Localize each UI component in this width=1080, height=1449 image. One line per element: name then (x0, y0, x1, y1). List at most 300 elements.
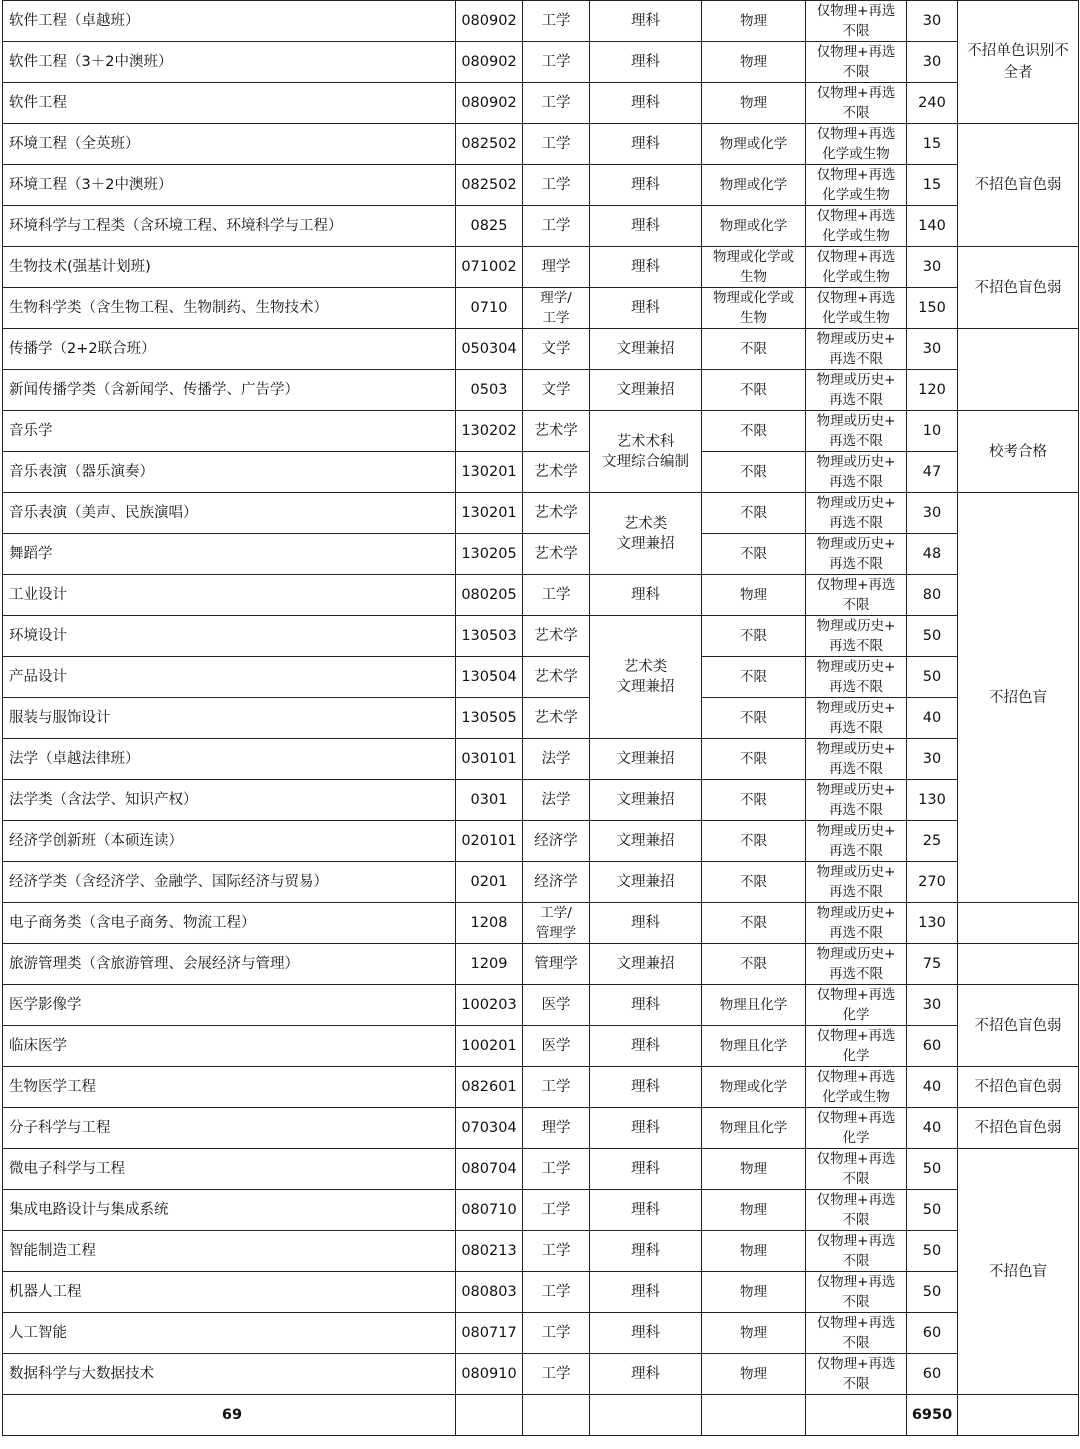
second-subject-line: 物理或历史+ (816, 659, 896, 675)
text-line: 不招单色识别不 (967, 43, 1069, 59)
second-subject-line: 仅物理+再选 (816, 85, 896, 101)
note-cell: 不招色盲色弱 (958, 124, 1079, 247)
major-code-cell: 130202 (456, 411, 523, 452)
second-subject-line: 物理或历史+ (816, 700, 896, 716)
first-subject-cell: 物理 (702, 575, 806, 616)
category-cell: 经济学 (523, 862, 590, 903)
second-subject-line: 再选不限 (829, 679, 883, 695)
second-subject-line: 仅物理+再选 (816, 1151, 896, 1167)
major-name-cell: 环境工程（全英班） (3, 124, 456, 165)
category-cell: 工学 (523, 1, 590, 42)
plan-count-cell: 140 (907, 206, 958, 247)
plan-count-cell: 60 (907, 1354, 958, 1395)
category-cell: 医学 (523, 985, 590, 1026)
first-subject-cell: 物理且化学 (702, 985, 806, 1026)
empty-cell (958, 1395, 1079, 1436)
note-cell: 不招色盲色弱 (958, 985, 1079, 1067)
total-plan-cell: 6950 (907, 1395, 958, 1436)
plan-count-cell: 240 (907, 83, 958, 124)
major-name-cell: 新闻传播学类（含新闻学、传播学、广告学） (3, 370, 456, 411)
second-subject-line: 物理或历史+ (816, 495, 896, 511)
table-row (3, 1231, 1079, 1272)
first-subject-cell: 不限 (702, 329, 806, 370)
table-row (3, 1108, 1079, 1149)
plan-count-cell: 47 (907, 452, 958, 493)
second-subject-line: 不限 (842, 105, 870, 121)
first-subject-cell (702, 247, 806, 288)
major-code-cell: 0503 (456, 370, 523, 411)
major-name-cell: 软件工程（3＋2中澳班） (3, 42, 456, 83)
major-code-cell: 080803 (456, 1272, 523, 1313)
second-subject-line: 再选不限 (829, 638, 883, 654)
subject-type-cell: 文理兼招 (590, 739, 702, 780)
second-subject-line: 仅物理+再选 (816, 1356, 896, 1372)
second-subject-line: 仅物理+再选 (816, 1192, 896, 1208)
table-row (3, 1067, 1079, 1108)
subject-type-cell: 理科 (590, 1067, 702, 1108)
second-subject-line: 不限 (842, 23, 870, 39)
second-subject-line: 化学或生物 (822, 1089, 890, 1105)
major-name-cell: 临床医学 (3, 1026, 456, 1067)
second-subject-line: 再选不限 (829, 802, 883, 818)
table-row (3, 493, 1079, 534)
second-subject-line: 仅物理+再选 (816, 1028, 896, 1044)
major-code-cell: 030101 (456, 739, 523, 780)
empty-cell (806, 1395, 907, 1436)
second-subject-line: 不限 (842, 1335, 870, 1351)
table-row (3, 1354, 1079, 1395)
first-subject-cell: 不限 (702, 821, 806, 862)
category-cell: 工学 (523, 1272, 590, 1313)
major-code-cell: 071002 (456, 247, 523, 288)
first-subject-cell: 物理 (702, 1313, 806, 1354)
major-code-cell: 130505 (456, 698, 523, 739)
empty-cell (523, 1395, 590, 1436)
category-cell: 工学 (523, 1231, 590, 1272)
empty-cell (590, 1395, 702, 1436)
major-code-cell: 130201 (456, 493, 523, 534)
major-code-cell: 050304 (456, 329, 523, 370)
second-subject-line: 物理或历史+ (816, 864, 896, 880)
second-subject-line: 仅物理+再选 (816, 577, 896, 593)
text-line: 艺术类 (623, 659, 668, 675)
category-cell: 工学 (523, 1313, 590, 1354)
first-subject-cell: 物理或化学 (702, 206, 806, 247)
second-subject-cell (806, 1354, 907, 1395)
category-cell: 艺术学 (523, 698, 590, 739)
table-row (3, 698, 1079, 739)
total-row (3, 1395, 1079, 1436)
major-name-cell: 服装与服饰设计 (3, 698, 456, 739)
first-subject-cell: 物理 (702, 1231, 806, 1272)
note-cell: 不招色盲色弱 (958, 247, 1079, 329)
second-subject-cell (806, 575, 907, 616)
second-subject-line: 化学 (842, 1130, 870, 1146)
subject-type-cell: 理科 (590, 1272, 702, 1313)
second-subject-cell (806, 616, 907, 657)
plan-count-cell: 48 (907, 534, 958, 575)
first-subject-cell: 物理或化学 (702, 1067, 806, 1108)
second-subject-cell (806, 780, 907, 821)
second-subject-line: 化学或生物 (822, 228, 890, 244)
category-cell: 法学 (523, 780, 590, 821)
category-cell (523, 288, 590, 329)
first-subject-cell: 不限 (702, 534, 806, 575)
table-row (3, 288, 1079, 329)
note-cell (958, 944, 1079, 985)
second-subject-cell (806, 83, 907, 124)
major-code-cell: 080902 (456, 83, 523, 124)
second-subject-line: 物理或历史+ (816, 413, 896, 429)
subject-type-cell: 文理兼招 (590, 329, 702, 370)
major-code-cell: 080213 (456, 1231, 523, 1272)
second-subject-line: 物理或历史+ (816, 372, 896, 388)
category-cell: 艺术学 (523, 534, 590, 575)
text-line: 全者 (1003, 65, 1033, 81)
major-code-cell: 080910 (456, 1354, 523, 1395)
second-subject-line: 再选不限 (829, 966, 883, 982)
second-subject-line: 不限 (842, 597, 870, 613)
major-name-cell: 智能制造工程 (3, 1231, 456, 1272)
category-cell: 工学 (523, 165, 590, 206)
first-subject-cell: 物理 (702, 1149, 806, 1190)
plan-count-cell: 60 (907, 1026, 958, 1067)
second-subject-cell (806, 1231, 907, 1272)
major-name-cell: 舞蹈学 (3, 534, 456, 575)
first-subject-cell: 物理 (702, 83, 806, 124)
text-line: 文理综合编制 (602, 453, 689, 470)
first-subject-cell: 不限 (702, 944, 806, 985)
table-row (3, 944, 1079, 985)
second-subject-line: 物理或历史+ (816, 536, 896, 552)
major-name-cell: 工业设计 (3, 575, 456, 616)
second-subject-line: 再选不限 (829, 843, 883, 859)
major-code-cell: 082502 (456, 165, 523, 206)
table-row (3, 83, 1079, 124)
plan-count-cell: 60 (907, 1313, 958, 1354)
subject-type-cell: 理科 (590, 1149, 702, 1190)
major-code-cell: 0710 (456, 288, 523, 329)
table-row (3, 780, 1079, 821)
table-row (3, 452, 1079, 493)
category-cell: 文学 (523, 370, 590, 411)
second-subject-cell (806, 452, 907, 493)
second-subject-line: 物理或历史+ (816, 782, 896, 798)
major-name-cell: 环境工程（3＋2中澳班） (3, 165, 456, 206)
text-line: 理学/ (540, 290, 572, 306)
second-subject-cell (806, 1313, 907, 1354)
plan-count-cell: 30 (907, 42, 958, 83)
category-cell: 经济学 (523, 821, 590, 862)
major-name-cell: 软件工程 (3, 83, 456, 124)
table-row (3, 329, 1079, 370)
subject-type-cell: 理科 (590, 288, 702, 329)
second-subject-cell (806, 534, 907, 575)
category-cell (523, 903, 590, 944)
second-subject-cell (806, 1272, 907, 1313)
major-code-cell: 070304 (456, 1108, 523, 1149)
category-cell: 理学 (523, 247, 590, 288)
category-cell: 管理学 (523, 944, 590, 985)
second-subject-line: 仅物理+再选 (816, 1274, 896, 1290)
plan-count-cell: 75 (907, 944, 958, 985)
note-cell: 不招色盲色弱 (958, 1108, 1079, 1149)
text-line: 生物 (740, 269, 767, 285)
second-subject-line: 物理或历史+ (816, 331, 896, 347)
plan-count-cell: 130 (907, 780, 958, 821)
major-code-cell: 100203 (456, 985, 523, 1026)
plan-count-cell: 50 (907, 657, 958, 698)
major-name-cell: 医学影像学 (3, 985, 456, 1026)
subject-type-cell: 理科 (590, 124, 702, 165)
subject-type-cell: 文理兼招 (590, 780, 702, 821)
second-subject-cell (806, 739, 907, 780)
table-row (3, 616, 1079, 657)
category-cell: 法学 (523, 739, 590, 780)
table-row (3, 411, 1079, 452)
major-name-cell: 音乐表演（美声、民族演唱） (3, 493, 456, 534)
subject-type-cell: 理科 (590, 83, 702, 124)
table-row (3, 124, 1079, 165)
category-cell: 工学 (523, 124, 590, 165)
category-cell: 艺术学 (523, 411, 590, 452)
second-subject-cell (806, 247, 907, 288)
second-subject-line: 化学或生物 (822, 187, 890, 203)
note-cell: 不招色盲色弱 (958, 1067, 1079, 1108)
table-row (3, 247, 1079, 288)
second-subject-cell (806, 329, 907, 370)
table-row (3, 42, 1079, 83)
second-subject-line: 化学 (842, 1048, 870, 1064)
note-cell: 校考合格 (958, 411, 1079, 493)
second-subject-cell (806, 1, 907, 42)
category-cell: 工学 (523, 83, 590, 124)
major-name-cell: 机器人工程 (3, 1272, 456, 1313)
major-name-cell: 生物医学工程 (3, 1067, 456, 1108)
table-row (3, 903, 1079, 944)
subject-type-cell: 理科 (590, 1313, 702, 1354)
plan-count-cell: 10 (907, 411, 958, 452)
subject-type-cell: 理科 (590, 575, 702, 616)
second-subject-cell (806, 821, 907, 862)
plan-count-cell: 50 (907, 1272, 958, 1313)
table-row (3, 370, 1079, 411)
major-code-cell: 0825 (456, 206, 523, 247)
first-subject-cell: 不限 (702, 657, 806, 698)
subject-type-cell: 文理兼招 (590, 821, 702, 862)
subject-type-cell (590, 493, 702, 575)
table-row (3, 165, 1079, 206)
major-name-cell: 经济学创新班（本硕连读） (3, 821, 456, 862)
major-name-cell: 电子商务类（含电子商务、物流工程） (3, 903, 456, 944)
major-name-cell: 生物技术(强基计划班) (3, 247, 456, 288)
major-code-cell: 080902 (456, 1, 523, 42)
second-subject-line: 不限 (842, 1171, 870, 1187)
second-subject-line: 物理或历史+ (816, 905, 896, 921)
note-cell (958, 329, 1079, 411)
first-subject-cell: 不限 (702, 452, 806, 493)
second-subject-cell (806, 1149, 907, 1190)
note-cell: 不招色盲 (958, 493, 1079, 903)
major-name-cell: 环境设计 (3, 616, 456, 657)
second-subject-cell (806, 944, 907, 985)
text-line: 工学 (542, 310, 570, 326)
second-subject-line: 仅物理+再选 (816, 1069, 896, 1085)
text-line: 管理学 (535, 925, 577, 941)
major-name-cell: 环境科学与工程类（含环境工程、环境科学与工程） (3, 206, 456, 247)
first-subject-cell: 物理或化学 (702, 124, 806, 165)
second-subject-line: 仅物理+再选 (816, 1233, 896, 1249)
first-subject-cell: 物理 (702, 42, 806, 83)
enrollment-table (2, 0, 1079, 1436)
first-subject-cell: 不限 (702, 862, 806, 903)
second-subject-line: 仅物理+再选 (816, 208, 896, 224)
second-subject-line: 仅物理+再选 (816, 249, 896, 265)
plan-count-cell: 30 (907, 247, 958, 288)
table-row (3, 206, 1079, 247)
category-cell: 医学 (523, 1026, 590, 1067)
first-subject-cell: 物理 (702, 1190, 806, 1231)
text-line: 物理或化学或 (713, 290, 794, 306)
second-subject-line: 物理或历史+ (816, 946, 896, 962)
major-code-cell: 0201 (456, 862, 523, 903)
second-subject-line: 物理或历史+ (816, 823, 896, 839)
plan-count-cell: 25 (907, 821, 958, 862)
first-subject-cell: 不限 (702, 739, 806, 780)
plan-count-cell: 50 (907, 1190, 958, 1231)
subject-type-cell: 理科 (590, 903, 702, 944)
second-subject-line: 不限 (842, 64, 870, 80)
text-line: 艺术类 (623, 515, 668, 532)
table-row (3, 1, 1079, 42)
second-subject-cell (806, 1108, 907, 1149)
second-subject-cell (806, 165, 907, 206)
plan-count-cell: 40 (907, 698, 958, 739)
table-row (3, 985, 1079, 1026)
first-subject-cell (702, 288, 806, 329)
first-subject-cell: 物理 (702, 1, 806, 42)
second-subject-line: 仅物理+再选 (816, 1315, 896, 1331)
subject-type-cell: 理科 (590, 985, 702, 1026)
second-subject-cell (806, 42, 907, 83)
plan-count-cell: 30 (907, 329, 958, 370)
second-subject-cell (806, 1026, 907, 1067)
major-code-cell: 130504 (456, 657, 523, 698)
plan-count-cell: 270 (907, 862, 958, 903)
table-row (3, 739, 1079, 780)
plan-count-cell: 80 (907, 575, 958, 616)
major-name-cell: 分子科学与工程 (3, 1108, 456, 1149)
plan-count-cell: 30 (907, 985, 958, 1026)
subject-type-cell: 文理兼招 (590, 862, 702, 903)
plan-count-cell: 30 (907, 493, 958, 534)
second-subject-cell (806, 206, 907, 247)
major-code-cell: 080902 (456, 42, 523, 83)
major-code-cell: 080704 (456, 1149, 523, 1190)
second-subject-line: 化学或生物 (822, 269, 890, 285)
major-code-cell: 130205 (456, 534, 523, 575)
category-cell: 艺术学 (523, 493, 590, 534)
major-name-cell: 音乐学 (3, 411, 456, 452)
category-cell: 工学 (523, 1354, 590, 1395)
total-count-cell: 69 (3, 1395, 456, 1436)
second-subject-line: 再选不限 (829, 884, 883, 900)
first-subject-cell: 物理或化学 (702, 165, 806, 206)
major-code-cell: 080710 (456, 1190, 523, 1231)
major-code-cell: 0301 (456, 780, 523, 821)
category-cell: 工学 (523, 1067, 590, 1108)
second-subject-line: 再选不限 (829, 925, 883, 941)
second-subject-cell (806, 985, 907, 1026)
subject-type-cell: 文理兼招 (590, 370, 702, 411)
second-subject-line: 再选不限 (829, 556, 883, 572)
major-code-cell: 080717 (456, 1313, 523, 1354)
plan-count-cell: 150 (907, 288, 958, 329)
second-subject-line: 仅物理+再选 (816, 126, 896, 142)
subject-type-cell (590, 616, 702, 739)
second-subject-line: 再选不限 (829, 433, 883, 449)
second-subject-cell (806, 493, 907, 534)
second-subject-line: 物理或历史+ (816, 741, 896, 757)
second-subject-line: 仅物理+再选 (816, 987, 896, 1003)
second-subject-line: 仅物理+再选 (816, 1110, 896, 1126)
category-cell: 艺术学 (523, 616, 590, 657)
plan-count-cell: 40 (907, 1067, 958, 1108)
second-subject-cell (806, 1190, 907, 1231)
note-cell: 不招色盲 (958, 1149, 1079, 1395)
subject-type-cell: 理科 (590, 1, 702, 42)
first-subject-cell: 不限 (702, 698, 806, 739)
first-subject-cell: 不限 (702, 616, 806, 657)
second-subject-cell (806, 124, 907, 165)
second-subject-line: 仅物理+再选 (816, 167, 896, 183)
text-line: 生物 (740, 310, 767, 326)
plan-count-cell: 130 (907, 903, 958, 944)
empty-cell (702, 1395, 806, 1436)
second-subject-line: 不限 (842, 1376, 870, 1392)
second-subject-line: 化学或生物 (822, 310, 890, 326)
major-name-cell: 旅游管理类（含旅游管理、会展经济与管理） (3, 944, 456, 985)
table-row (3, 1149, 1079, 1190)
second-subject-line: 物理或历史+ (816, 618, 896, 634)
second-subject-cell (806, 698, 907, 739)
second-subject-line: 不限 (842, 1253, 870, 1269)
category-cell: 工学 (523, 206, 590, 247)
second-subject-line: 再选不限 (829, 351, 883, 367)
table-row (3, 534, 1079, 575)
second-subject-cell (806, 903, 907, 944)
subject-type-cell: 理科 (590, 1190, 702, 1231)
second-subject-line: 不限 (842, 1212, 870, 1228)
text-line: 物理或化学或 (713, 249, 794, 265)
table-row (3, 821, 1079, 862)
major-code-cell: 082601 (456, 1067, 523, 1108)
subject-type-cell: 理科 (590, 1026, 702, 1067)
first-subject-cell: 物理 (702, 1272, 806, 1313)
category-cell: 工学 (523, 575, 590, 616)
second-subject-cell (806, 411, 907, 452)
major-name-cell: 音乐表演（器乐演奏） (3, 452, 456, 493)
major-name-cell: 生物科学类（含生物工程、生物制药、生物技术） (3, 288, 456, 329)
subject-type-cell (590, 411, 702, 493)
category-cell: 工学 (523, 42, 590, 83)
second-subject-line: 再选不限 (829, 761, 883, 777)
plan-count-cell: 120 (907, 370, 958, 411)
plan-count-cell: 30 (907, 739, 958, 780)
second-subject-line: 仅物理+再选 (816, 3, 896, 19)
first-subject-cell: 不限 (702, 903, 806, 944)
second-subject-line: 不限 (842, 1294, 870, 1310)
